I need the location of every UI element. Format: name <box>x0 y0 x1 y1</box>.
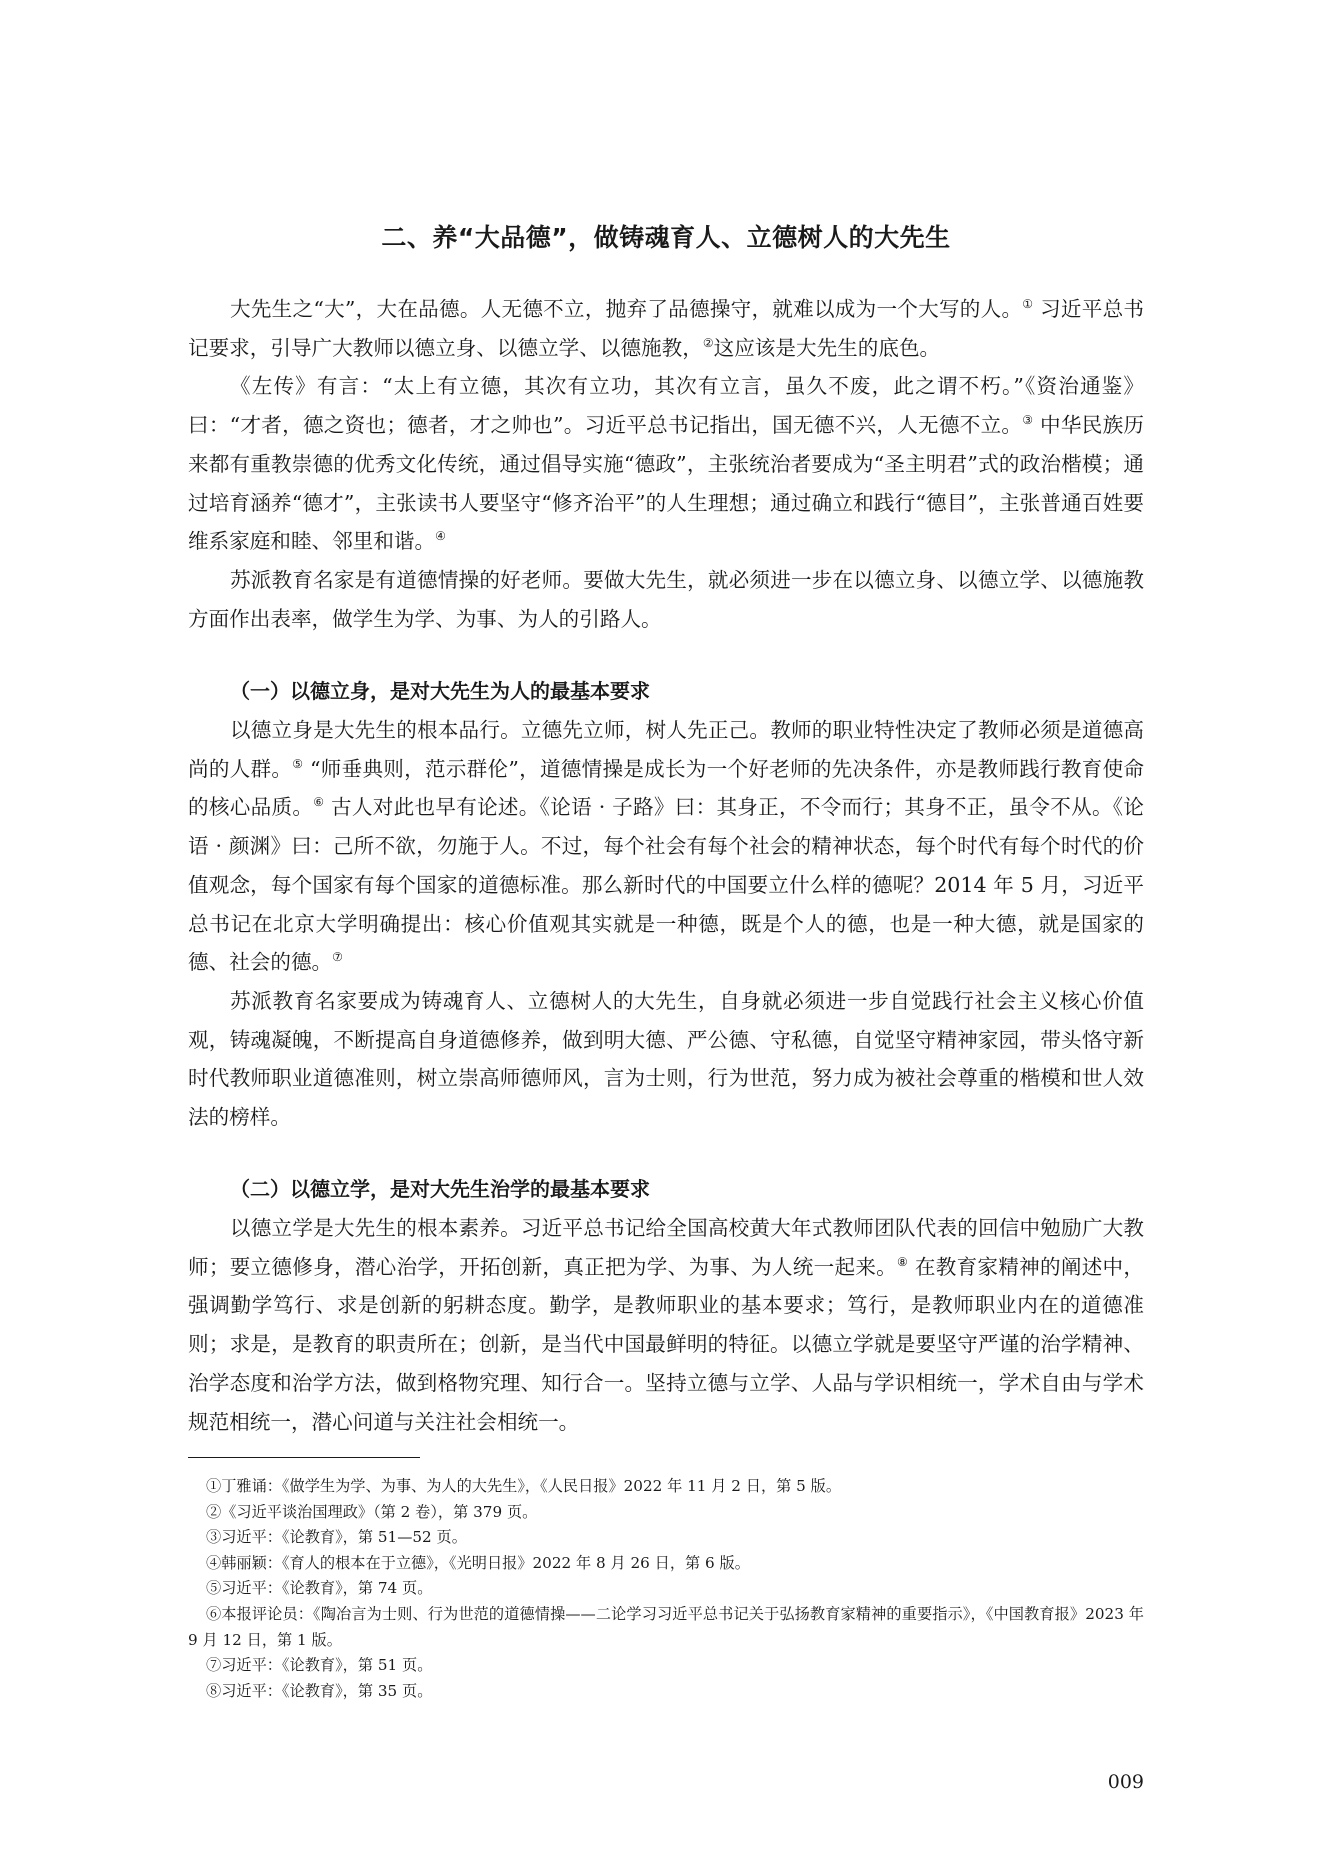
paragraph-text: 在教育家精神的阐述中，强调勤学笃行、求是创新的躬耕态度。勤学，是教师职业的基本要求；笃行，是教师职业内在的道德准则；求是，是教育的职责所在；创新，是当代中国最鲜明的特征。以德立学就是要坚守严谨的治学精神、治学态度和治学方法，做到格物究理、知行合一。坚持立德与立学、人品与学识相统一，学术自由与学术规范相统一，潜心问道与关注社会相统一。 <box>188 1254 1145 1434</box>
paragraph <box>188 561 1144 638</box>
paragraph-text: 大先生之“大”，大在品德。人无德不立，抛弃了品德操守，就难以成为一个大写的人。 <box>230 297 1023 321</box>
page-number: 009 <box>1107 1771 1144 1793</box>
paragraph-text: 苏派教育名家是有道德情操的好老师。要做大先生，就必须进一步在以德立身、以德立学、以德施教方面作出表率，做学生为学、为事、为人的引路人。 <box>188 567 1144 631</box>
subsection-heading: （一）以德立身，是对大先生为人的最基本要求 <box>230 679 650 703</box>
paragraph-text: 这应该是大先生的底色。 <box>713 335 941 360</box>
footnote-item: ⑦习近平：《论教育》，第 51 页。 <box>206 1656 433 1675</box>
paragraph-text: 以德立身是大先生的根本品行。立德先立师，树人先正己。教师的职业特性决定了教师必须是道德高尚的人群。 <box>188 718 1144 781</box>
paragraph <box>188 367 1144 561</box>
footnote-ref[interactable]: ⑥ <box>313 795 325 810</box>
section-title: 二、养“大品德”，做铸魂育人、立德树人的大先生 <box>381 223 951 252</box>
paragraph <box>188 711 1144 982</box>
paragraph-text: “师垂典则，范示群伦”，道德情操是成长为一个好老师的先决条件，亦是教师践行教育使命的核心品质。 <box>188 756 1145 820</box>
footnote-ref[interactable]: ① <box>1022 297 1034 312</box>
subsection-1-heading-block <box>188 672 1144 711</box>
subsection-2-body <box>188 1209 1144 1441</box>
footnote-item: ①丁雅诵：《做学生为学、为事、为人的大先生》，《人民日报》2022 年 11 月 2 日，第 5 版。 <box>206 1477 842 1495</box>
footnote-item: ⑤习近平：《论教育》，第 74 页。 <box>206 1579 433 1598</box>
footnote-divider <box>188 1457 420 1458</box>
paragraph-text: 古人对此也早有论述。《论语 · 子路》曰：其身正，不令而行；其身不正，虽令不从。《论语 · 颜渊》曰：己所不欲，勿施于人。不过，每个社会有每个社会的精神状态，每个时代有每个时代的价值观念，每个国家有每个国家的道德标准。那么新时代的中国要立什么样的德呢？2014 年 5 月，习近平总书记在北京大学明确提出：核心价值观其实就是一种德，既是个人的德，也是一种大德，就是国家的德、社会的德。 <box>188 795 1144 975</box>
paragraph-text: 《左传》有言：“太上有立德，其次有立功，其次有立言，虽久不废，此之谓不朽。”《资治通鉴》曰：“才者，德之资也；德者，才之帅也”。习近平总书记指出，国无德不兴，人无德不立。 <box>188 374 1144 438</box>
footnote-ref[interactable]: ⑧ <box>897 1254 909 1269</box>
footnote-item: ②《习近平谈治国理政》（第 2 卷），第 379 页。 <box>206 1502 538 1521</box>
footnote-item: ④韩丽颖：《育人的根本在于立德》，《光明日报》2022 年 8 月 26 日，第 6 版。 <box>206 1553 750 1572</box>
footnote-item: ⑥本报评论员：《陶冶言为士则、行为世范的道德情操——二论学习习近平总书记关于弘扬教育家精神的重要指示》，《中国教育报》2023 年 9 月 12 日，第 1 版。 <box>188 1604 1144 1649</box>
footnotes <box>188 1474 1144 1704</box>
footnote-ref[interactable]: ④ <box>435 529 446 544</box>
paragraph-text: 习近平总书记要求，引导广大教师以德立身、以德立学、以德施教， <box>188 297 1144 360</box>
paragraph-text: 中华民族历来都有重教崇德的优秀文化传统，通过倡导实施“德政”，主张统治者要成为“圣主明君”式的政治楷模；通过培育涵养“德才”，主张读书人要坚守“修齐治平”的人生理想；通过确立和践行“德目”，主张普通百姓要维系家庭和睦、邻里和谐。 <box>188 413 1145 554</box>
subsection-heading: （二）以德立学，是对大先生治学的最基本要求 <box>230 1177 650 1201</box>
subsection-1-body <box>188 711 1144 1137</box>
subsection-2-heading-block <box>188 1170 1144 1209</box>
document-page <box>188 0 1144 1871</box>
paragraph <box>188 1209 1144 1441</box>
footnote-item: ③习近平：《论教育》，第 51—52 页。 <box>206 1528 467 1547</box>
paragraph <box>188 982 1144 1137</box>
footnote-ref[interactable]: ③ <box>1022 413 1034 428</box>
footnote-ref[interactable]: ⑦ <box>332 950 343 965</box>
paragraph-text: 苏派教育名家要成为铸魂育人、立德树人的大先生，自身就必须进一步自觉践行社会主义核心价值观，铸魂凝魄，不断提高自身道德修养，做到明大德、严公德、守私德，自觉坚守精神家园，带头恪守新时代教师职业道德准则，树立崇高师德师风，言为士则，行为世范，努力成为被社会尊重的楷模和世人效法的榜样。 <box>188 988 1144 1130</box>
paragraph <box>188 290 1144 367</box>
footnote-ref[interactable]: ② <box>702 335 714 350</box>
paragraph-text: 以德立学是大先生的根本素养。习近平总书记给全国高校黄大年式教师团队代表的回信中勉励广大教师；要立德修身，潜心治学，开拓创新，真正把为学、为事、为人统一起来。 <box>188 1216 1144 1279</box>
footnote-ref[interactable]: ⑤ <box>292 756 304 771</box>
footnote-item: ⑧习近平：《论教育》，第 35 页。 <box>206 1681 433 1700</box>
intro-body <box>188 290 1144 638</box>
